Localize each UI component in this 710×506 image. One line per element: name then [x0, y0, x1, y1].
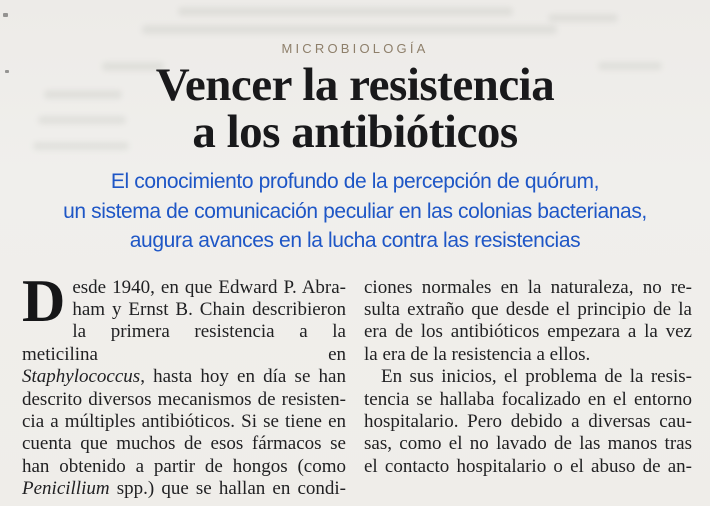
- body-text-line: En sus inicios, el problema de la resis-: [381, 366, 692, 388]
- body-text-line: hospitalario. Pero debido a diversas cau-: [364, 410, 692, 432]
- body-text-line: ham y Ernst B. Chain describieron: [72, 298, 346, 320]
- title-line-2: a los antibióticos: [192, 106, 518, 158]
- article-title: [0, 59, 710, 158]
- body-text-line: cia a múltiples antibióticos. Si se tiene en: [22, 410, 346, 432]
- article-standfirst: [0, 167, 710, 256]
- body-text-line: Penicillium spp.) que se hallan en condi-: [22, 478, 346, 500]
- body-text-line: la era de la resistencia a ellos.: [364, 343, 591, 365]
- body-text-line: cuenta que muchos de esos fármacos se: [22, 433, 346, 455]
- body-text-line: han obtenido a partir de hongos (como: [22, 455, 346, 477]
- standfirst-line-3: augura avances en la lucha contra las resistencias: [129, 229, 581, 252]
- article-body: [0, 267, 710, 501]
- section-label: MICROBIOLOGÍA: [281, 41, 429, 56]
- body-text-line: la primera resistencia a la meticilina en: [22, 321, 346, 365]
- body-text-line: sulta extraño que desde el principio de la: [364, 298, 692, 320]
- body-column-right: [364, 277, 692, 501]
- body-text-line: el contacto hospitalario o el abuso de an-: [364, 455, 692, 477]
- body-text-line: esde 1940, en que Edward P. Abra-: [72, 276, 346, 298]
- body-text-line: descrito diversos mecanismos de resisten-: [22, 388, 346, 410]
- standfirst-line-1: El conocimiento profundo de la percepción de quórum,: [110, 170, 600, 193]
- standfirst-line-2: un sistema de comunicación peculiar en las colonias bacterianas,: [63, 199, 647, 223]
- body-text-line: era de los antibióticos empezara a la vez: [364, 321, 692, 343]
- body-text-line: sas, como el no lavado de las manos tras: [364, 433, 692, 455]
- body-column-left: [22, 267, 346, 501]
- drop-cap: D: [22, 267, 66, 334]
- title-line-1: Vencer la resistencia: [155, 59, 555, 111]
- body-text-line: tencia se hallaba focalizado en el entorno: [364, 388, 692, 410]
- body-text-line: Staphylococcus, hasta hoy en día se han: [22, 366, 346, 388]
- body-text-line: ciones normales en la naturaleza, no re-: [364, 276, 692, 298]
